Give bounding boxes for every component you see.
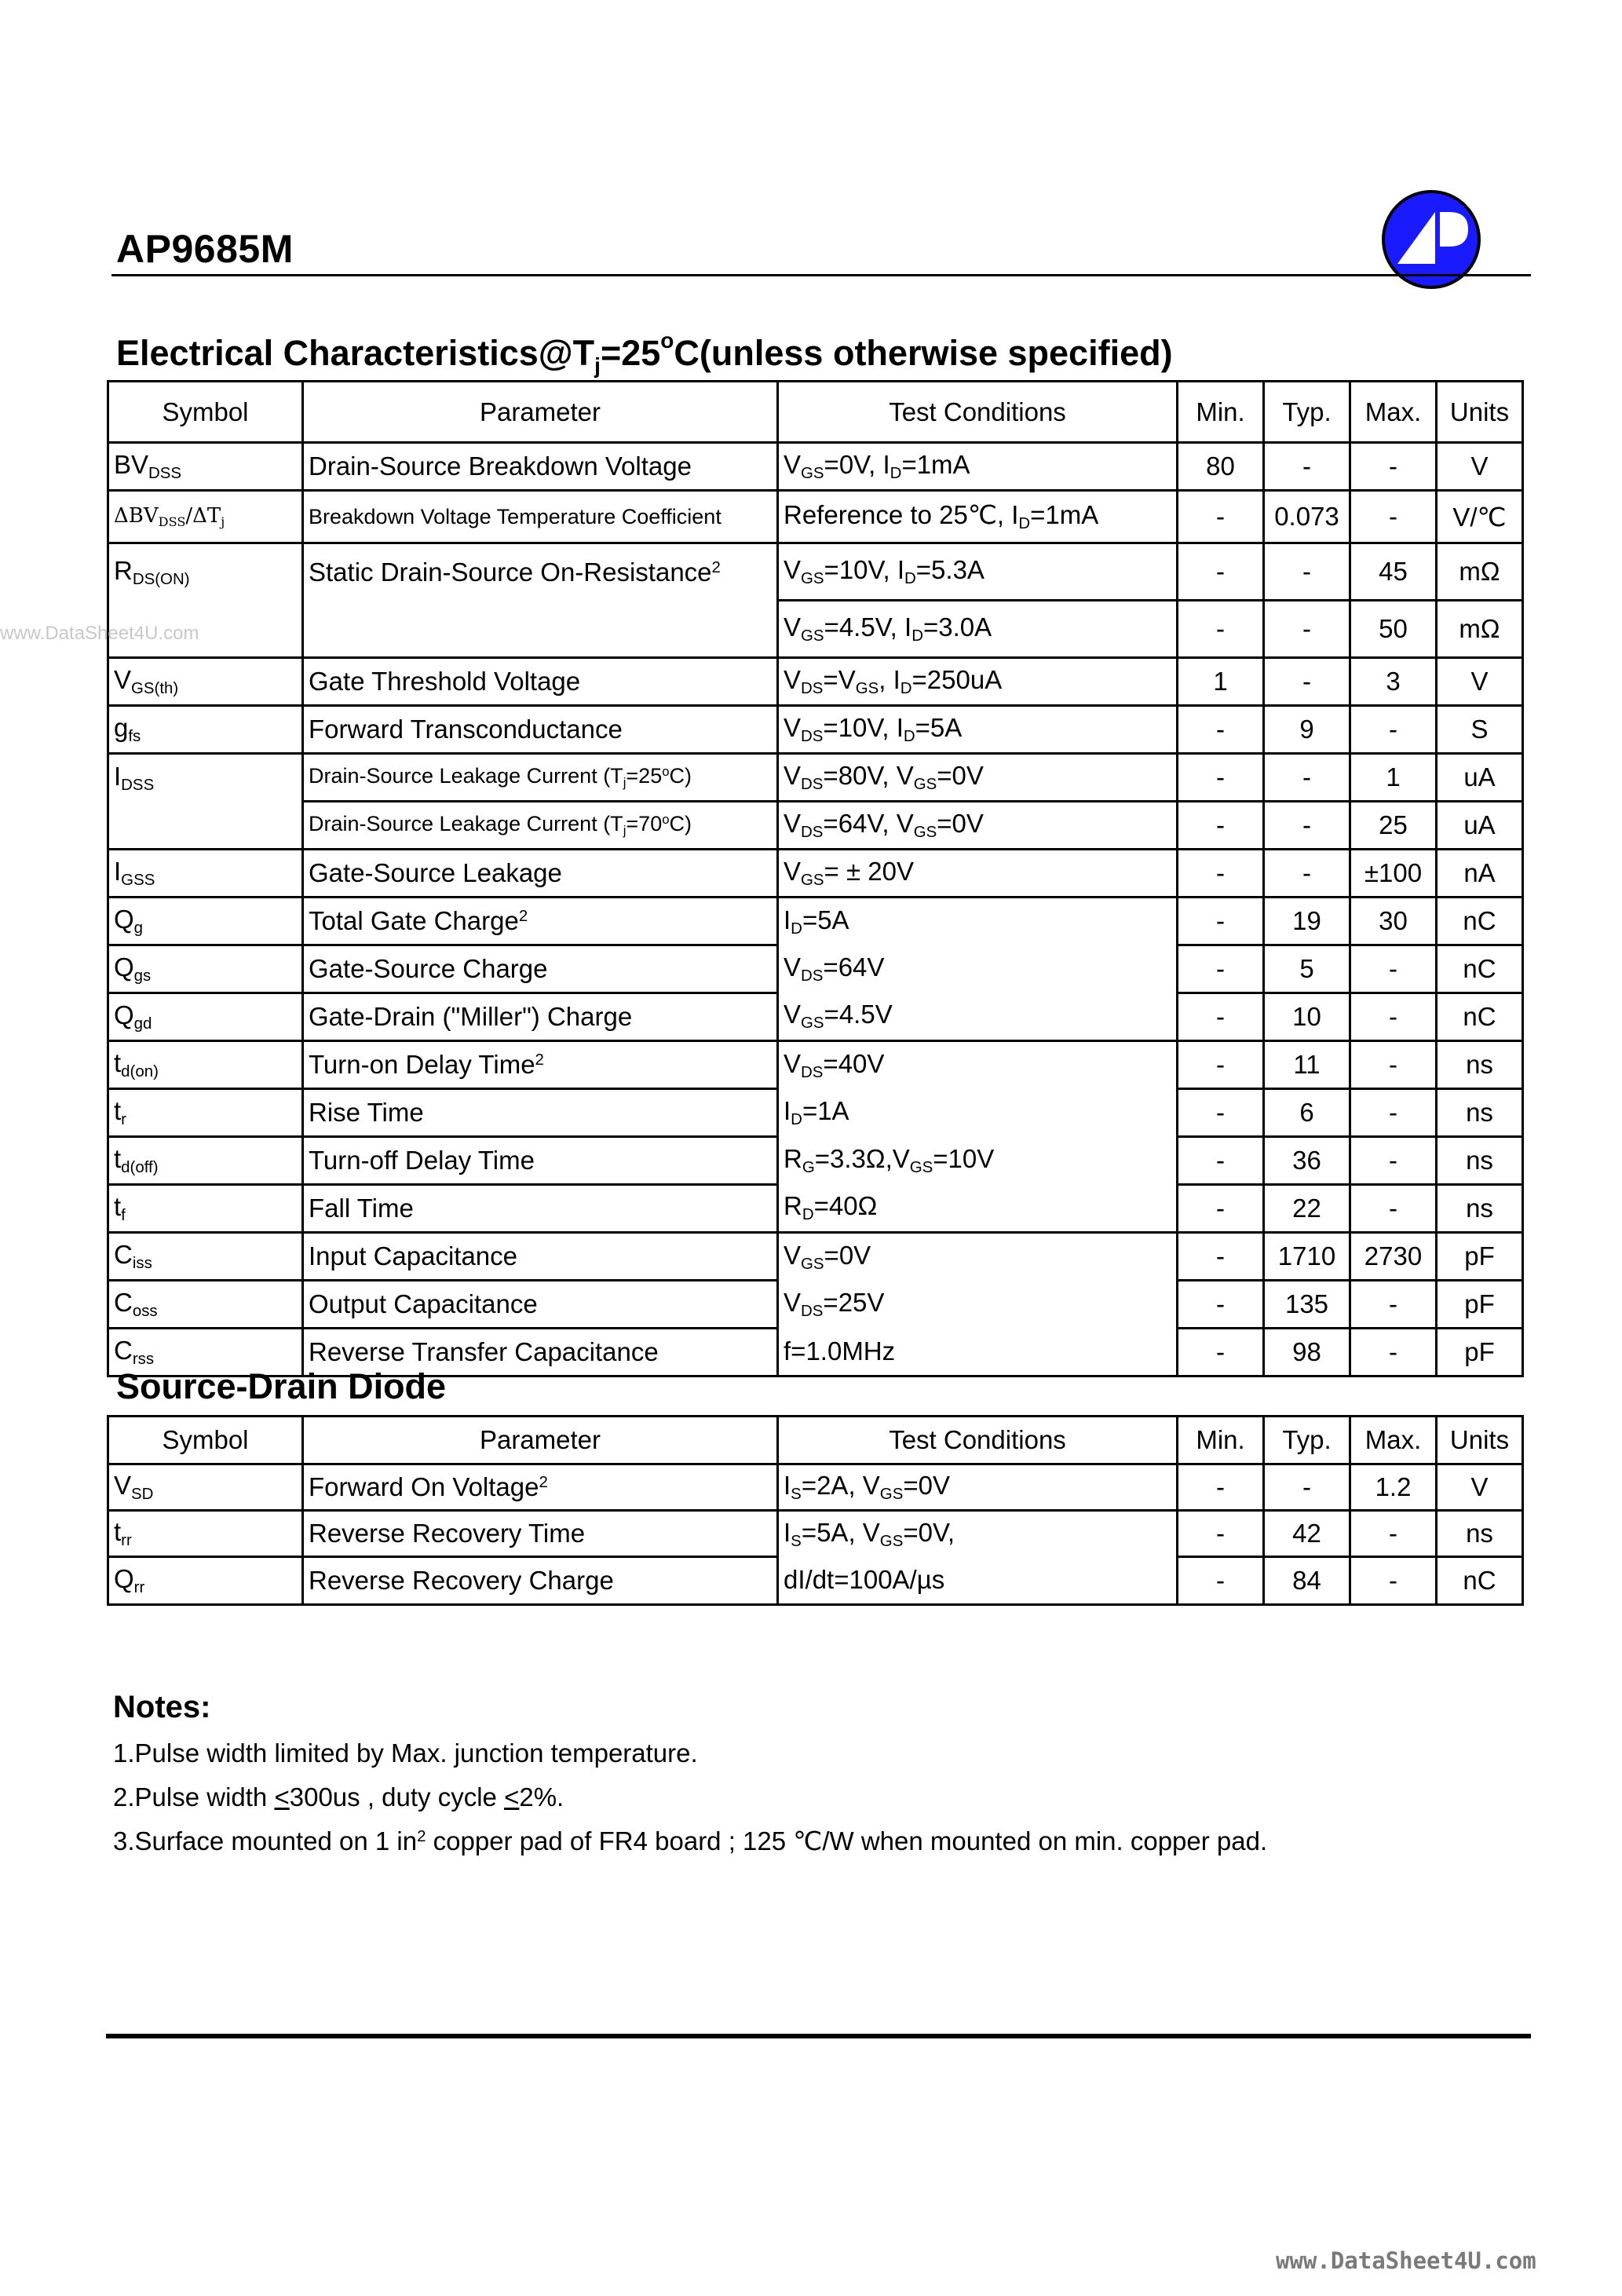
symbol-subscript: fs — [128, 727, 141, 746]
min-cell: - — [1178, 1041, 1264, 1089]
symbol-text: t — [114, 1143, 122, 1173]
parameter-text: Reverse Recovery Time — [309, 1519, 586, 1548]
symbol-text: C — [114, 1239, 133, 1269]
units-cell: S — [1437, 706, 1523, 754]
units-cell: mΩ — [1437, 601, 1523, 658]
test-conditions-cell: $V_{GS}=10V$, $I_D=5.3A$ — [778, 543, 1178, 601]
units-cell: mΩ — [1437, 543, 1523, 601]
parameter-text: Fall Time — [309, 1194, 414, 1223]
symbol-subscript: g — [133, 919, 144, 938]
typ-cell: 9 — [1264, 706, 1350, 754]
test-conditions-cell: $I_S=5A$, $V_{GS}=0V$, — [778, 1511, 1178, 1557]
watermark-bottom: www.DataSheet4U.com — [1276, 2247, 1536, 2274]
part-number-title: AP9685M — [116, 227, 294, 271]
max-cell: ±100 — [1350, 850, 1437, 898]
symbol-cell — [108, 706, 303, 754]
note-item: 1.Pulse width limited by Max. junction temperature. — [113, 1738, 698, 1768]
test-conditions-cell: $V_{GS}=0V$ — [778, 1233, 1178, 1281]
max-cell: - — [1350, 993, 1437, 1041]
parameter-text: Output Capacitance — [309, 1289, 538, 1318]
typ-cell: 36 — [1264, 1137, 1350, 1185]
test-conditions-cell: $V_{DS}=25V$ — [778, 1281, 1178, 1329]
typ-cell: - — [1264, 443, 1350, 491]
parameter-text: Static Drain-Source On-Resistance — [309, 557, 712, 587]
column-header: Units — [1437, 382, 1523, 443]
column-header: Symbol — [108, 382, 303, 443]
column-header: Max. — [1350, 382, 1437, 443]
table-header-row — [108, 1417, 1523, 1464]
parameter-cell — [303, 1557, 778, 1605]
min-cell: - — [1178, 898, 1264, 945]
min-cell: - — [1178, 993, 1264, 1041]
symbol-cell — [108, 1557, 303, 1605]
symbol-cell — [108, 898, 303, 945]
parameter-text: Gate-Source Leakage — [309, 858, 562, 887]
parameter-text: Gate-Drain ("Miller") Charge — [309, 1002, 633, 1031]
test-conditions-cell: $I_D=1A$ — [778, 1089, 1178, 1137]
symbol-subscript: rr — [133, 1578, 145, 1597]
column-header: Typ. — [1264, 1417, 1350, 1464]
min-cell: 80 — [1178, 443, 1264, 491]
symbol-cell — [108, 658, 303, 706]
min-cell: - — [1178, 1329, 1264, 1377]
units-cell: ns — [1437, 1185, 1523, 1233]
table-row — [108, 601, 1523, 658]
max-cell: 2730 — [1350, 1233, 1437, 1281]
parameter-text: Forward On Voltage — [309, 1472, 539, 1501]
typ-cell: 22 — [1264, 1185, 1350, 1233]
parameter-text: Rise Time — [309, 1098, 424, 1127]
parameter-cell — [303, 658, 778, 706]
symbol-cell — [108, 1089, 303, 1137]
typ-cell: 11 — [1264, 1041, 1350, 1089]
table-row — [108, 754, 1523, 802]
symbol-text: t — [114, 1516, 122, 1546]
parameter-cell — [303, 945, 778, 993]
min-cell: - — [1178, 1464, 1264, 1511]
typ-cell: 1710 — [1264, 1233, 1350, 1281]
test-conditions-cell: $V_{DS}=80V$, $V_{GS}=0V$ — [778, 754, 1178, 802]
typ-cell: - — [1264, 850, 1350, 898]
max-cell: - — [1350, 1281, 1437, 1329]
units-cell: ns — [1437, 1089, 1523, 1137]
symbol-text: I — [114, 761, 122, 791]
symbol-text: BV — [114, 449, 149, 479]
test-conditions-cell: $V_{DS}=40V$ — [778, 1041, 1178, 1089]
footer-rule — [106, 2034, 1531, 2038]
typ-cell: - — [1264, 543, 1350, 601]
typ-cell: - — [1264, 1464, 1350, 1511]
max-cell: - — [1350, 1137, 1437, 1185]
parameter-cell — [303, 993, 778, 1041]
symbol-text: C — [114, 1335, 133, 1365]
test-conditions-cell: $V_{GS}= \pm 20V$ — [778, 850, 1178, 898]
symbol-cell — [108, 1185, 303, 1233]
table-row — [108, 1137, 1523, 1185]
max-cell: 1.2 — [1350, 1464, 1437, 1511]
max-cell: 30 — [1350, 898, 1437, 945]
table-row — [108, 443, 1523, 491]
max-cell: - — [1350, 945, 1437, 993]
symbol-cell — [108, 1281, 303, 1329]
symbol-cell — [108, 945, 303, 993]
symbol-subscript: GSS — [121, 871, 155, 890]
table-row — [108, 1511, 1523, 1557]
parameter-cell: Drain-Source Leakage Current $(T_j=25^oC)$ — [303, 754, 778, 802]
column-header: Typ. — [1264, 382, 1350, 443]
parameter-text: Gate Threshold Voltage — [309, 667, 581, 696]
test-conditions-cell: $V_{GS}=4.5V$ — [778, 993, 1178, 1041]
units-cell: nC — [1437, 993, 1523, 1041]
table-row — [108, 850, 1523, 898]
table-header-row — [108, 382, 1523, 443]
symbol-cell — [108, 443, 303, 491]
symbol-text: Q — [114, 1000, 134, 1029]
table-row — [108, 1185, 1523, 1233]
test-conditions-cell: $I_S=2A$, $V_{GS}=0V$ — [778, 1464, 1178, 1511]
notes-title: Notes: — [113, 1690, 211, 1724]
table-row — [108, 802, 1523, 850]
units-cell: nA — [1437, 850, 1523, 898]
symbol-cell — [108, 850, 303, 898]
symbol-subscript: rr — [121, 1531, 132, 1550]
test-conditions-cell: $I_D=5A$ — [778, 898, 1178, 945]
symbol-text: Q — [114, 952, 134, 982]
min-cell: - — [1178, 543, 1264, 601]
parameter-cell — [303, 898, 778, 945]
min-cell: - — [1178, 706, 1264, 754]
table-row — [108, 1041, 1523, 1089]
max-cell: - — [1350, 1089, 1437, 1137]
min-cell: - — [1178, 1185, 1264, 1233]
symbol-subscript: oss — [132, 1302, 158, 1321]
min-cell: - — [1178, 1511, 1264, 1557]
test-conditions-cell: $V_{GS}=0V$, $I_D=1mA$ — [778, 443, 1178, 491]
parameter-note-ref: 2 — [518, 906, 528, 925]
max-cell: - — [1350, 1185, 1437, 1233]
parameter-note-ref: 2 — [535, 1050, 544, 1069]
parameter-cell — [303, 543, 778, 601]
typ-cell: 10 — [1264, 993, 1350, 1041]
max-cell: 25 — [1350, 802, 1437, 850]
units-cell: ns — [1437, 1137, 1523, 1185]
table-row — [108, 1089, 1523, 1137]
symbol-cell — [108, 1464, 303, 1511]
min-cell: - — [1178, 1233, 1264, 1281]
parameter-text: Gate-Source Charge — [309, 954, 548, 983]
column-header: Parameter — [303, 382, 778, 443]
symbol-subscript: iss — [132, 1254, 152, 1273]
symbol-subscript: GS(th) — [131, 679, 179, 698]
table-row — [108, 898, 1523, 945]
column-header: Symbol — [108, 1417, 303, 1464]
table-row — [108, 1464, 1523, 1511]
symbol-text: t — [114, 1047, 122, 1077]
test-conditions-cell: $R_D=40\Omega$ — [778, 1185, 1178, 1233]
source-drain-diode-table — [107, 1415, 1524, 1606]
typ-cell: - — [1264, 658, 1350, 706]
column-header: Min. — [1178, 1417, 1264, 1464]
source-drain-diode-title: Source-Drain Diode — [116, 1366, 447, 1406]
units-cell: V — [1437, 1464, 1523, 1511]
min-cell: - — [1178, 1137, 1264, 1185]
units-cell: nC — [1437, 898, 1523, 945]
max-cell: - — [1350, 443, 1437, 491]
max-cell: 3 — [1350, 658, 1437, 706]
symbol-subscript: DSS — [121, 775, 155, 794]
typ-cell: - — [1264, 802, 1350, 850]
parameter-cell — [303, 1511, 778, 1557]
typ-cell: 5 — [1264, 945, 1350, 993]
symbol-cell — [108, 543, 303, 601]
units-cell: ns — [1437, 1511, 1523, 1557]
units-cell: nC — [1437, 1557, 1523, 1605]
parameter-note-ref: 2 — [539, 1472, 548, 1491]
symbol-text: I — [114, 856, 122, 886]
units-cell: V — [1437, 443, 1523, 491]
typ-cell: 0.073 — [1264, 491, 1350, 543]
typ-cell: 84 — [1264, 1557, 1350, 1605]
typ-cell: 135 — [1264, 1281, 1350, 1329]
table-row — [108, 945, 1523, 993]
min-cell: - — [1178, 1089, 1264, 1137]
test-conditions-cell: Reference to 25℃, $I_D=1mA$ — [778, 491, 1178, 543]
table-row — [108, 491, 1523, 543]
max-cell: - — [1350, 491, 1437, 543]
symbol-text: t — [114, 1095, 122, 1125]
symbol-subscript: rss — [132, 1350, 155, 1369]
max-cell: 1 — [1350, 754, 1437, 802]
units-cell: V/℃ — [1437, 491, 1523, 543]
table-row — [108, 1557, 1523, 1605]
units-cell: pF — [1437, 1233, 1523, 1281]
table-row — [108, 1233, 1523, 1281]
min-cell: - — [1178, 802, 1264, 850]
symbol-text: ΔBV — [114, 504, 159, 528]
min-cell: - — [1178, 754, 1264, 802]
symbol-tail-subscript: j — [221, 514, 225, 529]
test-conditions-cell: $V_{DS}=64V$, $V_{GS}=0V$ — [778, 802, 1178, 850]
symbol-cell — [108, 754, 303, 802]
parameter-cell: Drain-Source Leakage Current $(T_j=70^oC)$ — [303, 802, 778, 850]
test-conditions-cell: $R_G=3.3\Omega,V_{GS}=10V$ — [778, 1137, 1178, 1185]
parameter-text: Input Capacitance — [309, 1241, 518, 1270]
parameter-cell — [303, 601, 778, 658]
typ-cell: 6 — [1264, 1089, 1350, 1137]
parameter-text: Breakdown Voltage Temperature Coefficient — [309, 504, 721, 528]
units-cell: pF — [1437, 1329, 1523, 1377]
min-cell: - — [1178, 945, 1264, 993]
table-row — [108, 658, 1523, 706]
symbol-subscript: d(off) — [121, 1158, 159, 1177]
units-cell: ns — [1437, 1041, 1523, 1089]
typ-cell: 19 — [1264, 898, 1350, 945]
symbol-cell — [108, 802, 303, 850]
note-item: 3.Surface mounted on 1 $in^2$ copper pad of FR4 board ; 125 ℃/W when mounted on min. copper pad. — [113, 1826, 1268, 1855]
min-cell: - — [1178, 850, 1264, 898]
test-conditions-cell: $V_{DS}=64V$ — [778, 945, 1178, 993]
max-cell: - — [1350, 1041, 1437, 1089]
symbol-cell — [108, 1511, 303, 1557]
parameter-cell — [303, 1281, 778, 1329]
parameter-cell — [303, 443, 778, 491]
symbol-text: Q — [114, 1563, 134, 1593]
max-cell: - — [1350, 706, 1437, 754]
symbol-cell — [108, 993, 303, 1041]
symbol-cell — [108, 1233, 303, 1281]
min-cell: - — [1178, 601, 1264, 658]
min-cell: - — [1178, 1281, 1264, 1329]
units-cell: V — [1437, 658, 1523, 706]
symbol-text: g — [114, 712, 129, 742]
parameter-cell — [303, 1233, 778, 1281]
parameter-cell — [303, 706, 778, 754]
symbol-subscript: DS(ON) — [132, 569, 190, 588]
symbol-text: C — [114, 1287, 133, 1317]
table-row — [108, 543, 1523, 601]
parameter-text: Drain-Source Breakdown Voltage — [309, 452, 692, 481]
note-item: 2.Pulse width <300us , duty cycle <2%. — [113, 1782, 564, 1812]
symbol-cell — [108, 1137, 303, 1185]
symbol-subscript: r — [121, 1110, 126, 1129]
symbol-subscript: SD — [131, 1485, 154, 1504]
column-header: Test Conditions — [778, 1417, 1178, 1464]
typ-cell: 42 — [1264, 1511, 1350, 1557]
parameter-text: Turn-off Delay Time — [309, 1146, 535, 1175]
parameter-cell — [303, 1464, 778, 1511]
test-conditions-cell: $V_{DS}=10V$, $I_D=5A$ — [778, 706, 1178, 754]
column-header: Test Conditions — [778, 382, 1178, 443]
parameter-note-ref: 2 — [711, 558, 721, 576]
parameter-cell — [303, 1137, 778, 1185]
parameter-text: Reverse Recovery Charge — [309, 1566, 614, 1595]
test-conditions-cell: f=1.0MHz — [778, 1329, 1178, 1377]
symbol-subscript: f — [121, 1206, 126, 1225]
parameter-cell — [303, 491, 778, 543]
symbol-text: R — [114, 555, 133, 585]
parameter-text: Total Gate Charge — [309, 906, 519, 935]
symbol-tail: /ΔT — [185, 504, 221, 528]
parameter-cell — [303, 1041, 778, 1089]
column-header: Units — [1437, 1417, 1523, 1464]
symbol-subscript: gs — [133, 967, 152, 985]
symbol-text: Q — [114, 904, 134, 934]
parameter-cell — [303, 1185, 778, 1233]
units-cell: pF — [1437, 1281, 1523, 1329]
typ-cell: - — [1264, 601, 1350, 658]
min-cell: - — [1178, 1557, 1264, 1605]
parameter-cell — [303, 1089, 778, 1137]
symbol-cell — [108, 1041, 303, 1089]
typ-cell: 98 — [1264, 1329, 1350, 1377]
max-cell: - — [1350, 1557, 1437, 1605]
watermark-left: www.DataSheet4U.com — [0, 623, 199, 644]
max-cell: 45 — [1350, 543, 1437, 601]
table-row — [108, 1281, 1523, 1329]
header-rule — [111, 274, 1531, 276]
test-conditions-cell: $V_{DS}=V_{GS}$, $I_D=250uA$ — [778, 658, 1178, 706]
units-cell: uA — [1437, 802, 1523, 850]
symbol-subscript: DSS — [148, 464, 182, 483]
units-cell: uA — [1437, 754, 1523, 802]
min-cell: 1 — [1178, 658, 1264, 706]
symbol-subscript: gd — [133, 1015, 152, 1033]
parameter-text: Forward Transconductance — [309, 715, 623, 744]
units-cell: nC — [1437, 945, 1523, 993]
parameter-text: Turn-on Delay Time — [309, 1050, 535, 1079]
column-header: Max. — [1350, 1417, 1437, 1464]
column-header: Parameter — [303, 1417, 778, 1464]
typ-cell: - — [1264, 754, 1350, 802]
parameter-text: Reverse Transfer Capacitance — [309, 1337, 659, 1366]
table-row — [108, 706, 1523, 754]
electrical-characteristics-table — [107, 380, 1524, 1377]
column-header: Min. — [1178, 382, 1264, 443]
symbol-text: V — [114, 1470, 132, 1500]
max-cell: 50 — [1350, 601, 1437, 658]
electrical-characteristics-title: Electrical $Characteristics@T_j=25^oC(unless$ otherwise specified) — [116, 328, 1173, 378]
max-cell: - — [1350, 1329, 1437, 1377]
min-cell: - — [1178, 491, 1264, 543]
parameter-cell — [303, 850, 778, 898]
symbol-text: t — [114, 1191, 122, 1221]
table-row — [108, 993, 1523, 1041]
symbol-subscript: DSS — [158, 514, 186, 529]
symbol-text: V — [114, 664, 132, 694]
test-conditions-cell: dI/dt=100A/µs — [778, 1557, 1178, 1605]
test-conditions-cell: $V_{GS}=4.5V$, $I_D=3.0A$ — [778, 601, 1178, 658]
symbol-subscript: d(on) — [121, 1062, 159, 1081]
symbol-cell — [108, 491, 303, 543]
max-cell: - — [1350, 1511, 1437, 1557]
